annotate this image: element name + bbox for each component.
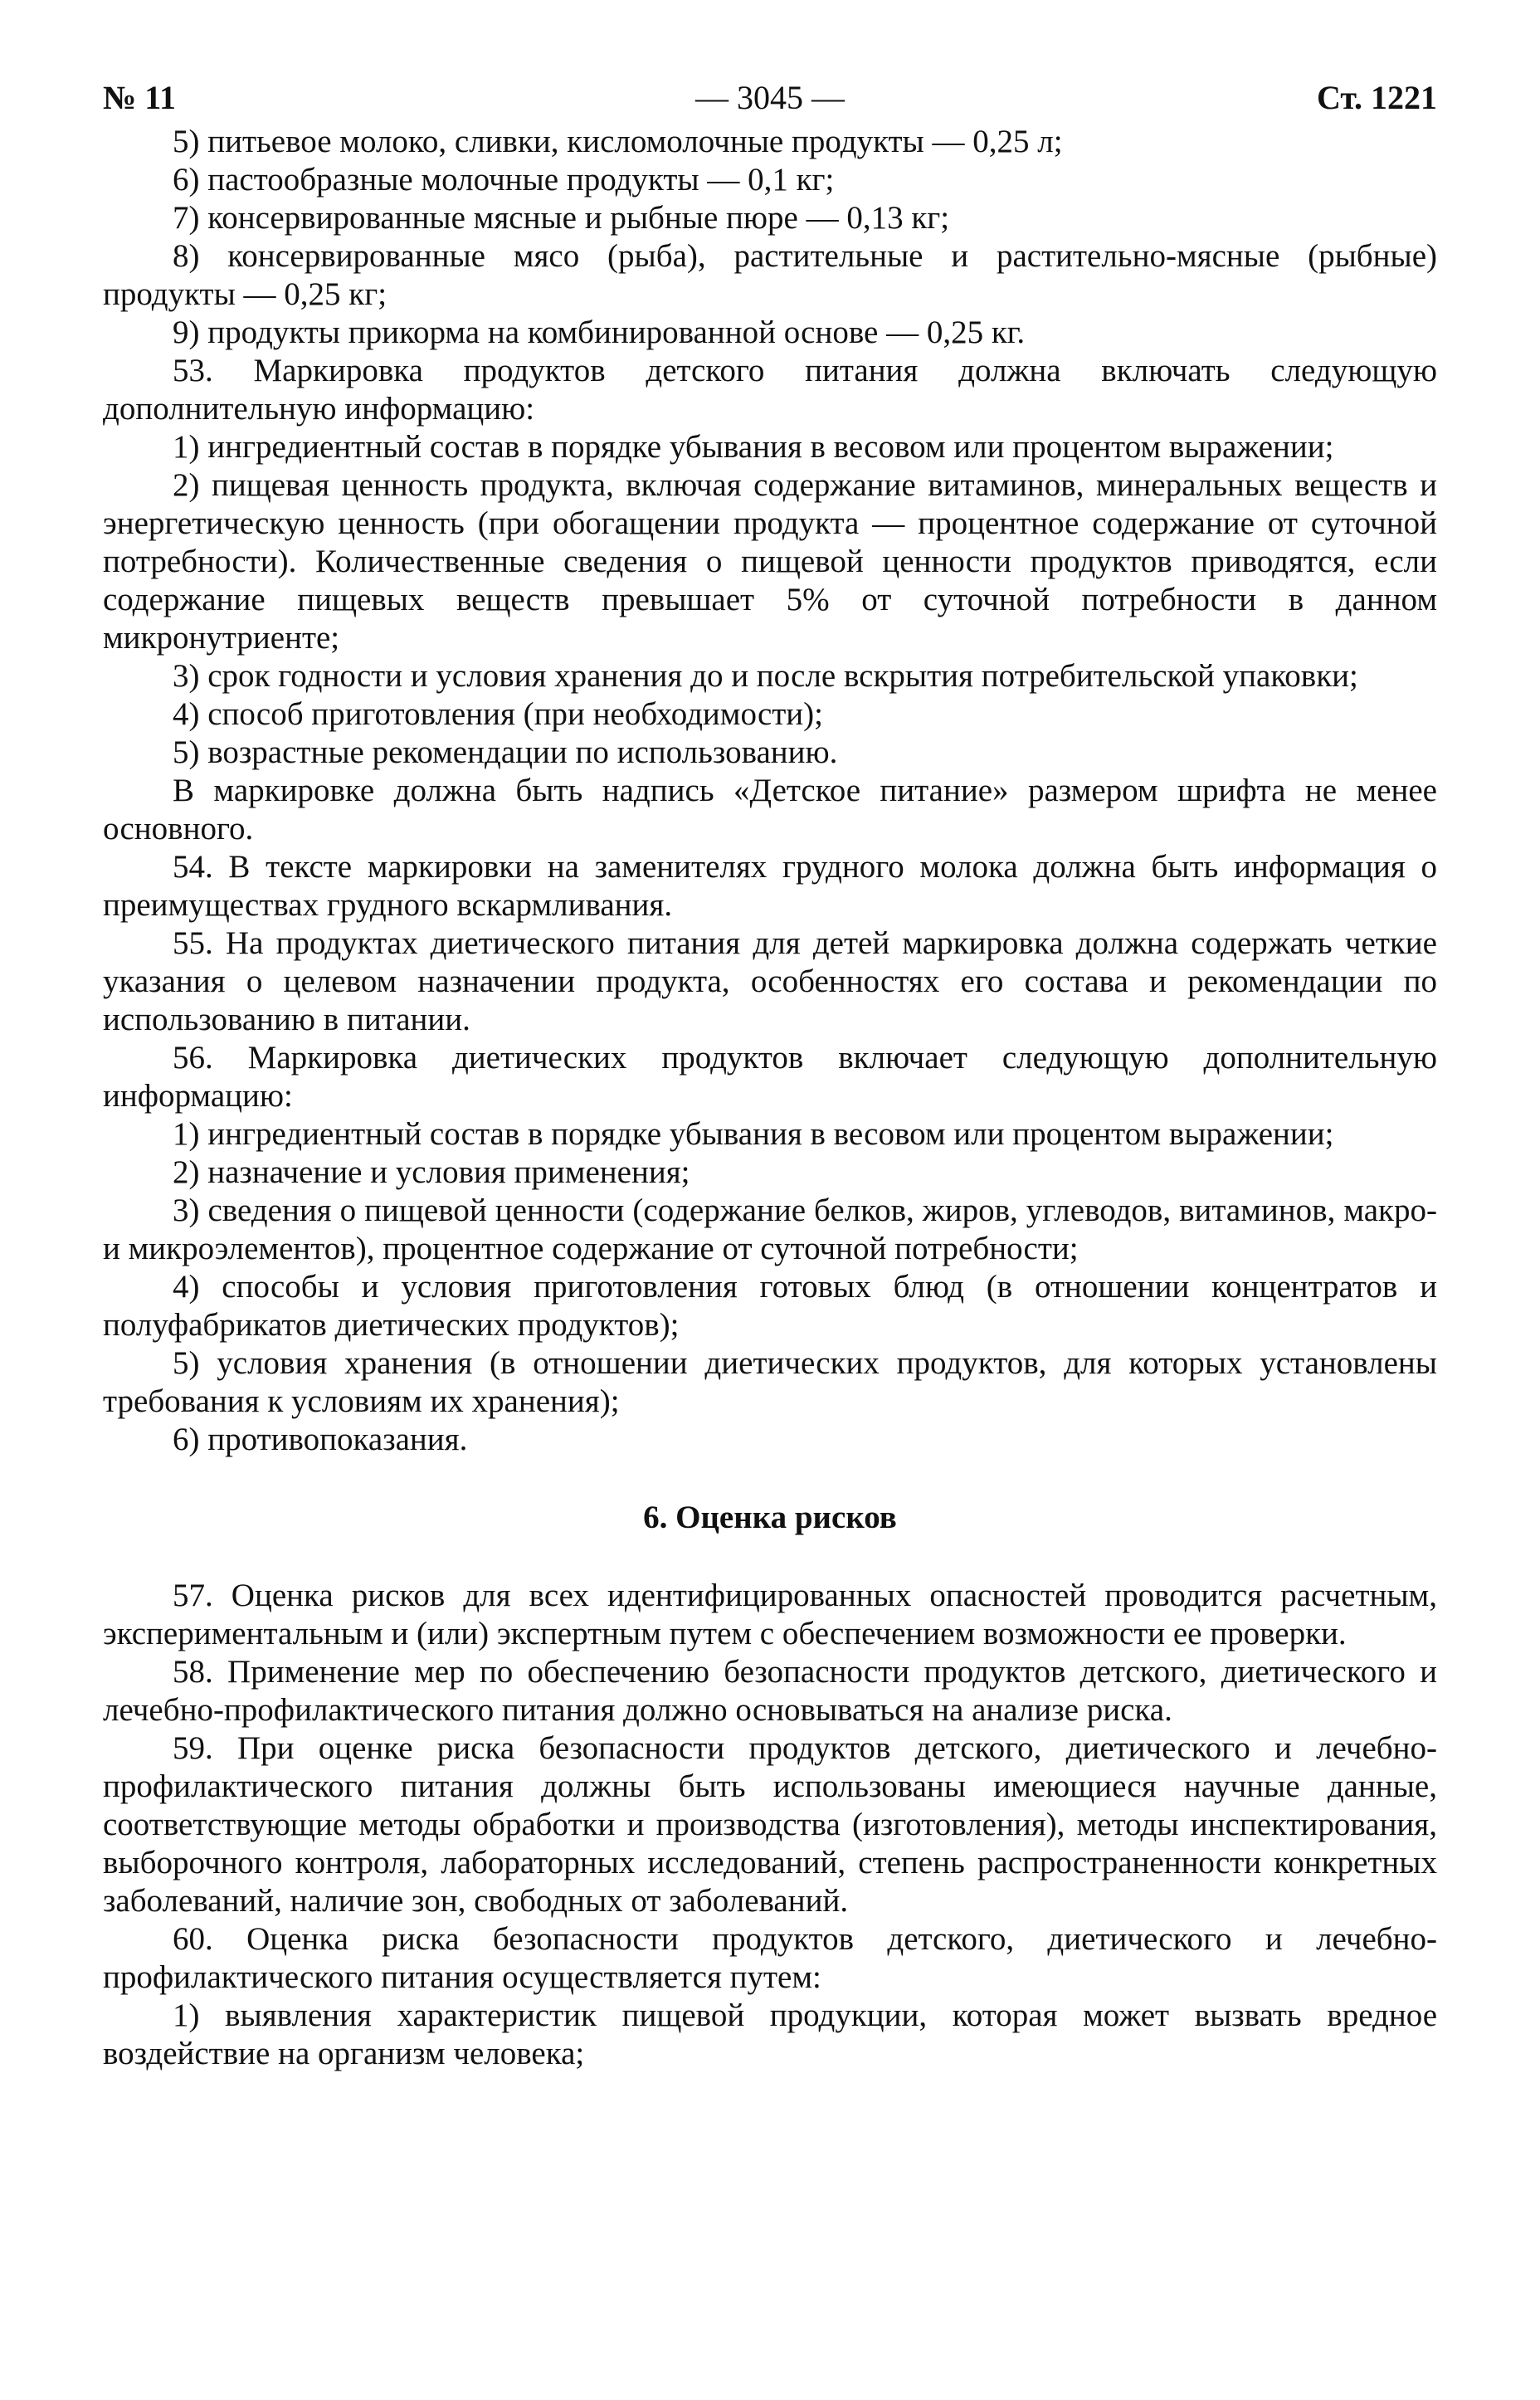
page-header <box>103 73 1437 123</box>
document-page <box>103 73 1437 2073</box>
paragraph: 2) пищевая ценность продукта, включая содержание витаминов, минеральных веществ и энергетическую ценность (при обогащении продукта — процентное содержание от суточной потребности). Количественные сведения о пищевой ценности продуктов приводятся, если содержание пищевых веществ превышает 5% от суточной потребности в данном микронутриенте; <box>103 467 1437 656</box>
paragraph: 57. Оценка рисков для всех идентифицированных опасностей проводится расчетным, экспериментальным и (или) экспертным путем с обеспечением возможности ее проверки. <box>103 1578 1437 1651</box>
paragraph: 9) продукты прикорма на комбинированной основе — 0,25 кг. <box>173 315 1026 350</box>
paragraph: 4) способ приготовления (при необходимости); <box>173 696 823 732</box>
document-body <box>103 123 1437 2073</box>
paragraph: 53. Маркировка продуктов детского питания должна включать следующую дополнительную информацию: <box>103 353 1437 427</box>
paragraph: 3) сведения о пищевой ценности (содержание белков, жиров, углеводов, витаминов, макро- и микроэлементов), процентное содержание от суточной потребности; <box>103 1193 1437 1266</box>
paragraph: 54. В тексте маркировки на заменителях грудного молока должна быть информация о преимуществах грудного вскармливания. <box>103 849 1437 923</box>
paragraph: 1) выявления характеристик пищевой продукции, которая может вызвать вредное воздействие на организм человека; <box>103 1998 1437 2071</box>
paragraph: 5) возрастные рекомендации по использованию. <box>173 734 838 770</box>
paragraph: 5) питьевое молоко, сливки, кисломолочные продукты — 0,25 л; <box>173 124 1063 159</box>
paragraph: 8) консервированные мясо (рыба), растительные и растительно-мясные (рыбные) продукты — 0,25 кг; <box>103 238 1437 312</box>
paragraph: В маркировке должна быть надпись «Детское питание» размером шрифта не менее основного. <box>103 773 1437 846</box>
issue-number: № 11 <box>103 79 176 116</box>
paragraph: 55. На продуктах диетического питания для детей маркировка должна содержать четкие указания о целевом назначении продукта, особенностях его состава и рекомендации по использованию в питании. <box>103 925 1437 1037</box>
section-heading: 6. Оценка рисков <box>643 1500 897 1535</box>
paragraph: 6) пастообразные молочные продукты — 0,1 кг; <box>173 162 835 198</box>
paragraph: 1) ингредиентный состав в порядке убывания в весовом или процентом выражении; <box>173 1116 1334 1152</box>
paragraph: 56. Маркировка диетических продуктов включает следующую дополнительную информацию: <box>103 1040 1437 1114</box>
paragraph: 5) условия хранения (в отношении диетических продуктов, для которых установлены требования к условиям их хранения); <box>103 1345 1437 1419</box>
paragraph: 2) назначение и условия применения; <box>173 1154 690 1190</box>
paragraph: 58. Применение мер по обеспечению безопасности продуктов детского, диетического и лечебно-профилактического питания должно основываться на анализе риска. <box>103 1654 1437 1728</box>
article-number: Ст. 1221 <box>1317 79 1437 116</box>
paragraph: 4) способы и условия приготовления готовых блюд (в отношении концентратов и полуфабрикатов диетических продуктов); <box>103 1269 1437 1343</box>
paragraph: 59. При оценке риска безопасности продуктов детского, диетического и лечебно-профилактического питания должны быть использованы имеющиеся научные данные, соответствующие методы обработки и производства (изготовления), методы инспектирования, выборочного контроля, лабораторных исследований, степень распространенности конкретных заболеваний, наличие зон, свободных от заболеваний. <box>103 1730 1437 1919</box>
paragraph: 3) срок годности и условия хранения до и после вскрытия потребительской упаковки; <box>173 658 1358 694</box>
paragraph: 1) ингредиентный состав в порядке убывания в весовом или процентом выражении; <box>173 429 1334 465</box>
paragraph: 6) противопоказания. <box>173 1422 468 1457</box>
page-number: — 3045 — <box>695 79 845 116</box>
paragraph: 7) консервированные мясные и рыбные пюре — 0,13 кг; <box>173 200 950 236</box>
paragraph: 60. Оценка риска безопасности продуктов детского, диетического и лечебно-профилактического питания осуществляется путем: <box>103 1921 1437 1995</box>
